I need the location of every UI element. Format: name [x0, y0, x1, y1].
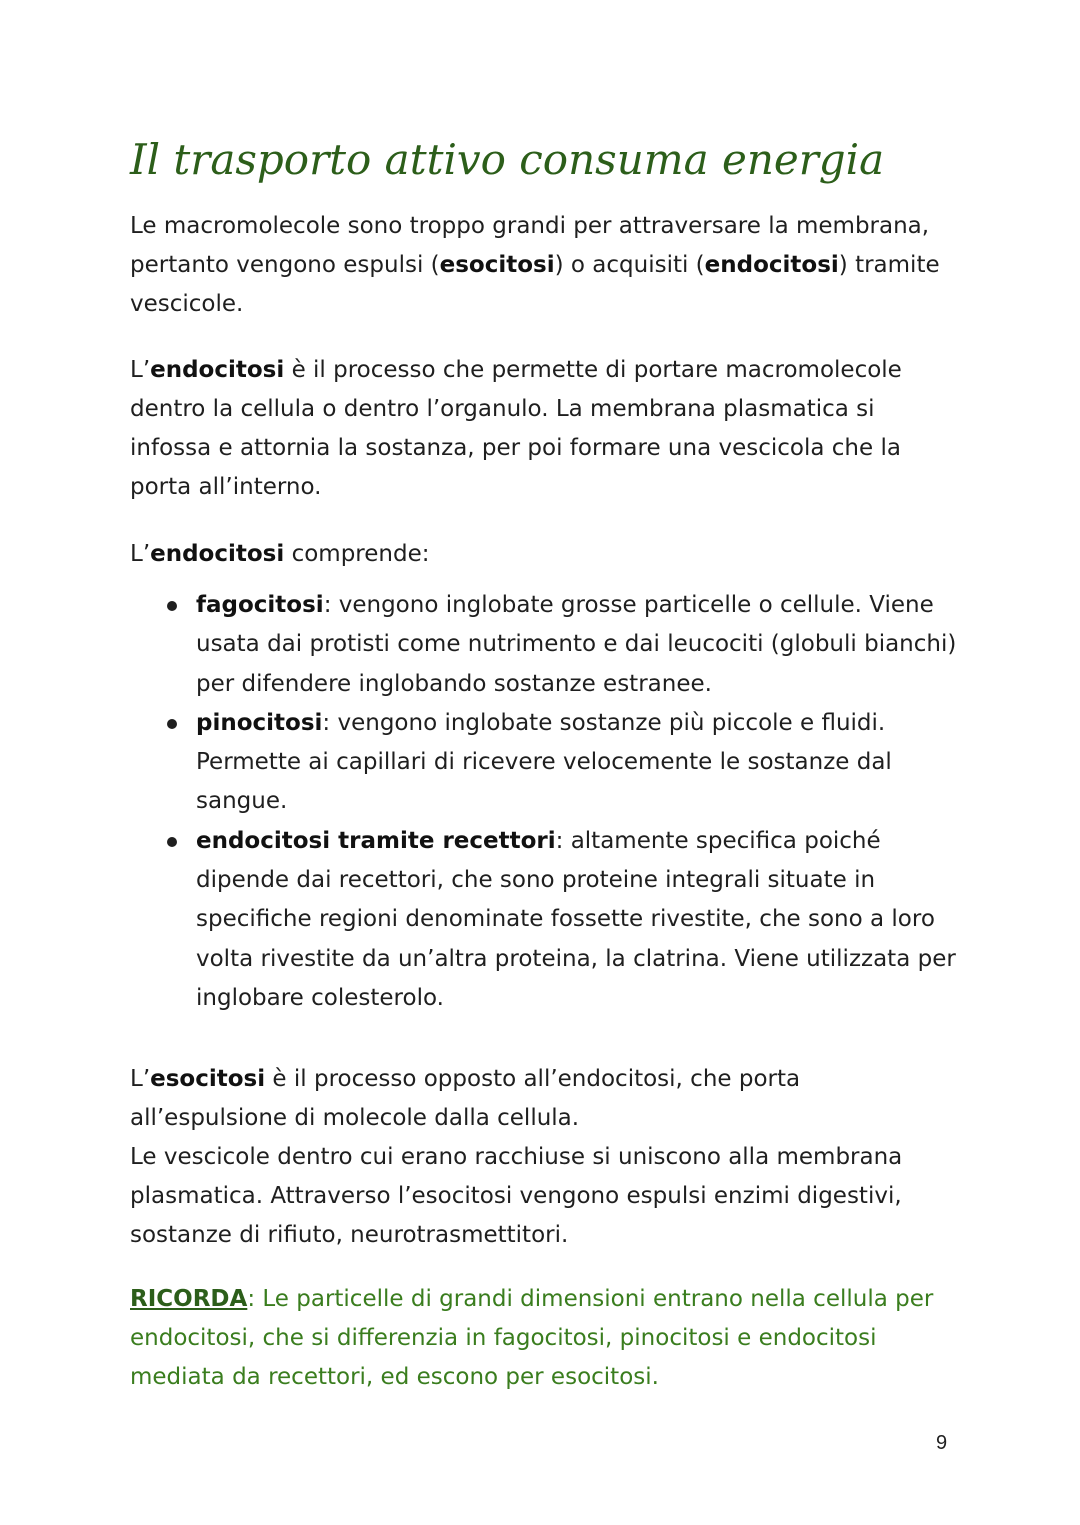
- recall-note: [130, 1280, 960, 1397]
- endocytosis-paragraph: [130, 351, 960, 507]
- includes-prefix: L’: [130, 541, 151, 567]
- exocytosis-text: è il processo opposto all’endocitosi, che porta all’espulsione di molecole dalla cellula.: [130, 1066, 801, 1131]
- bullet-icon: [167, 837, 177, 847]
- intro-term-exocytosis: esocitosi: [439, 252, 555, 278]
- list-text: : vengono inglobate sostanze più piccole e fluidi. Permette ai capillari di ricevere velocemente le sostanze dal sangue.: [196, 709, 892, 815]
- list-term: endocitosi tramite recettori: [196, 827, 556, 854]
- includes-term: endocitosi: [150, 541, 285, 567]
- intro-text-2: ) o acquisiti (: [554, 252, 705, 278]
- endocytosis-text: è il processo che permette di portare macromolecole dentro la cellula o dentro l’organulo. La membrana plasmatica si infossa e attornia la sostanza, per poi formare una vescicola che la porta all’interno.: [130, 357, 902, 500]
- intro-text-1: Le macromolecole sono troppo grandi per attraversare la membrana, pertanto vengono espulsi (: [130, 213, 930, 278]
- includes-text: comprende:: [284, 541, 430, 567]
- bullet-icon: [167, 719, 177, 729]
- intro-term-endocytosis: endocitosi: [704, 252, 839, 278]
- list-item-phagocytosis: [130, 586, 960, 704]
- endocytosis-prefix: L’: [130, 357, 151, 383]
- list-item-receptor-endocytosis: [130, 822, 960, 1018]
- exocytosis-paragraph: [130, 1060, 960, 1138]
- list-term: pinocitosi: [196, 709, 323, 736]
- list-item-pinocytosis: [130, 704, 960, 822]
- recall-label: RICORDA: [130, 1286, 248, 1312]
- vesicles-paragraph: Le vescicole dentro cui erano racchiuse si uniscono alla membrana plasmatica. Attraverso l’esocitosi vengono espulsi enzimi digestivi, sostanze di rifiuto, neurotrasmettitori.: [130, 1144, 903, 1248]
- page-title: Il trasporto attivo consuma energia: [130, 135, 885, 184]
- page-number: 9: [936, 1432, 948, 1454]
- intro-paragraph: [130, 207, 960, 324]
- list-text: : vengono inglobate grosse particelle o cellule. Viene usata dai protisti come nutrimento e dai leucociti (globuli bianchi) per difendere inglobando sostanze estranee.: [196, 592, 957, 697]
- list-term: fagocitosi: [196, 592, 324, 618]
- bullet-icon: [167, 601, 177, 611]
- includes-paragraph: [130, 535, 960, 574]
- endocytosis-term: endocitosi: [150, 357, 285, 383]
- exocytosis-prefix: L’: [130, 1066, 151, 1092]
- endocytosis-types-list: [130, 586, 960, 1018]
- intro-text-3: ) tramite vescicole.: [130, 252, 940, 317]
- exocytosis-term: esocitosi: [150, 1066, 266, 1092]
- recall-text: : Le particelle di grandi dimensioni entrano nella cellula per endocitosi, che si differenzia in fagocitosi, pinocitosi e endocitosi mediata da recettori, ed escono per esocitosi.: [130, 1286, 934, 1390]
- list-text: : altamente specifica poiché dipende dai recettori, che sono proteine integrali situate in specifiche regioni denominate fossette rivestite, che sono a loro volta rivestite da un’altra proteina, la clatrina. Viene utilizzata per inglobare colesterolo.: [196, 827, 956, 1011]
